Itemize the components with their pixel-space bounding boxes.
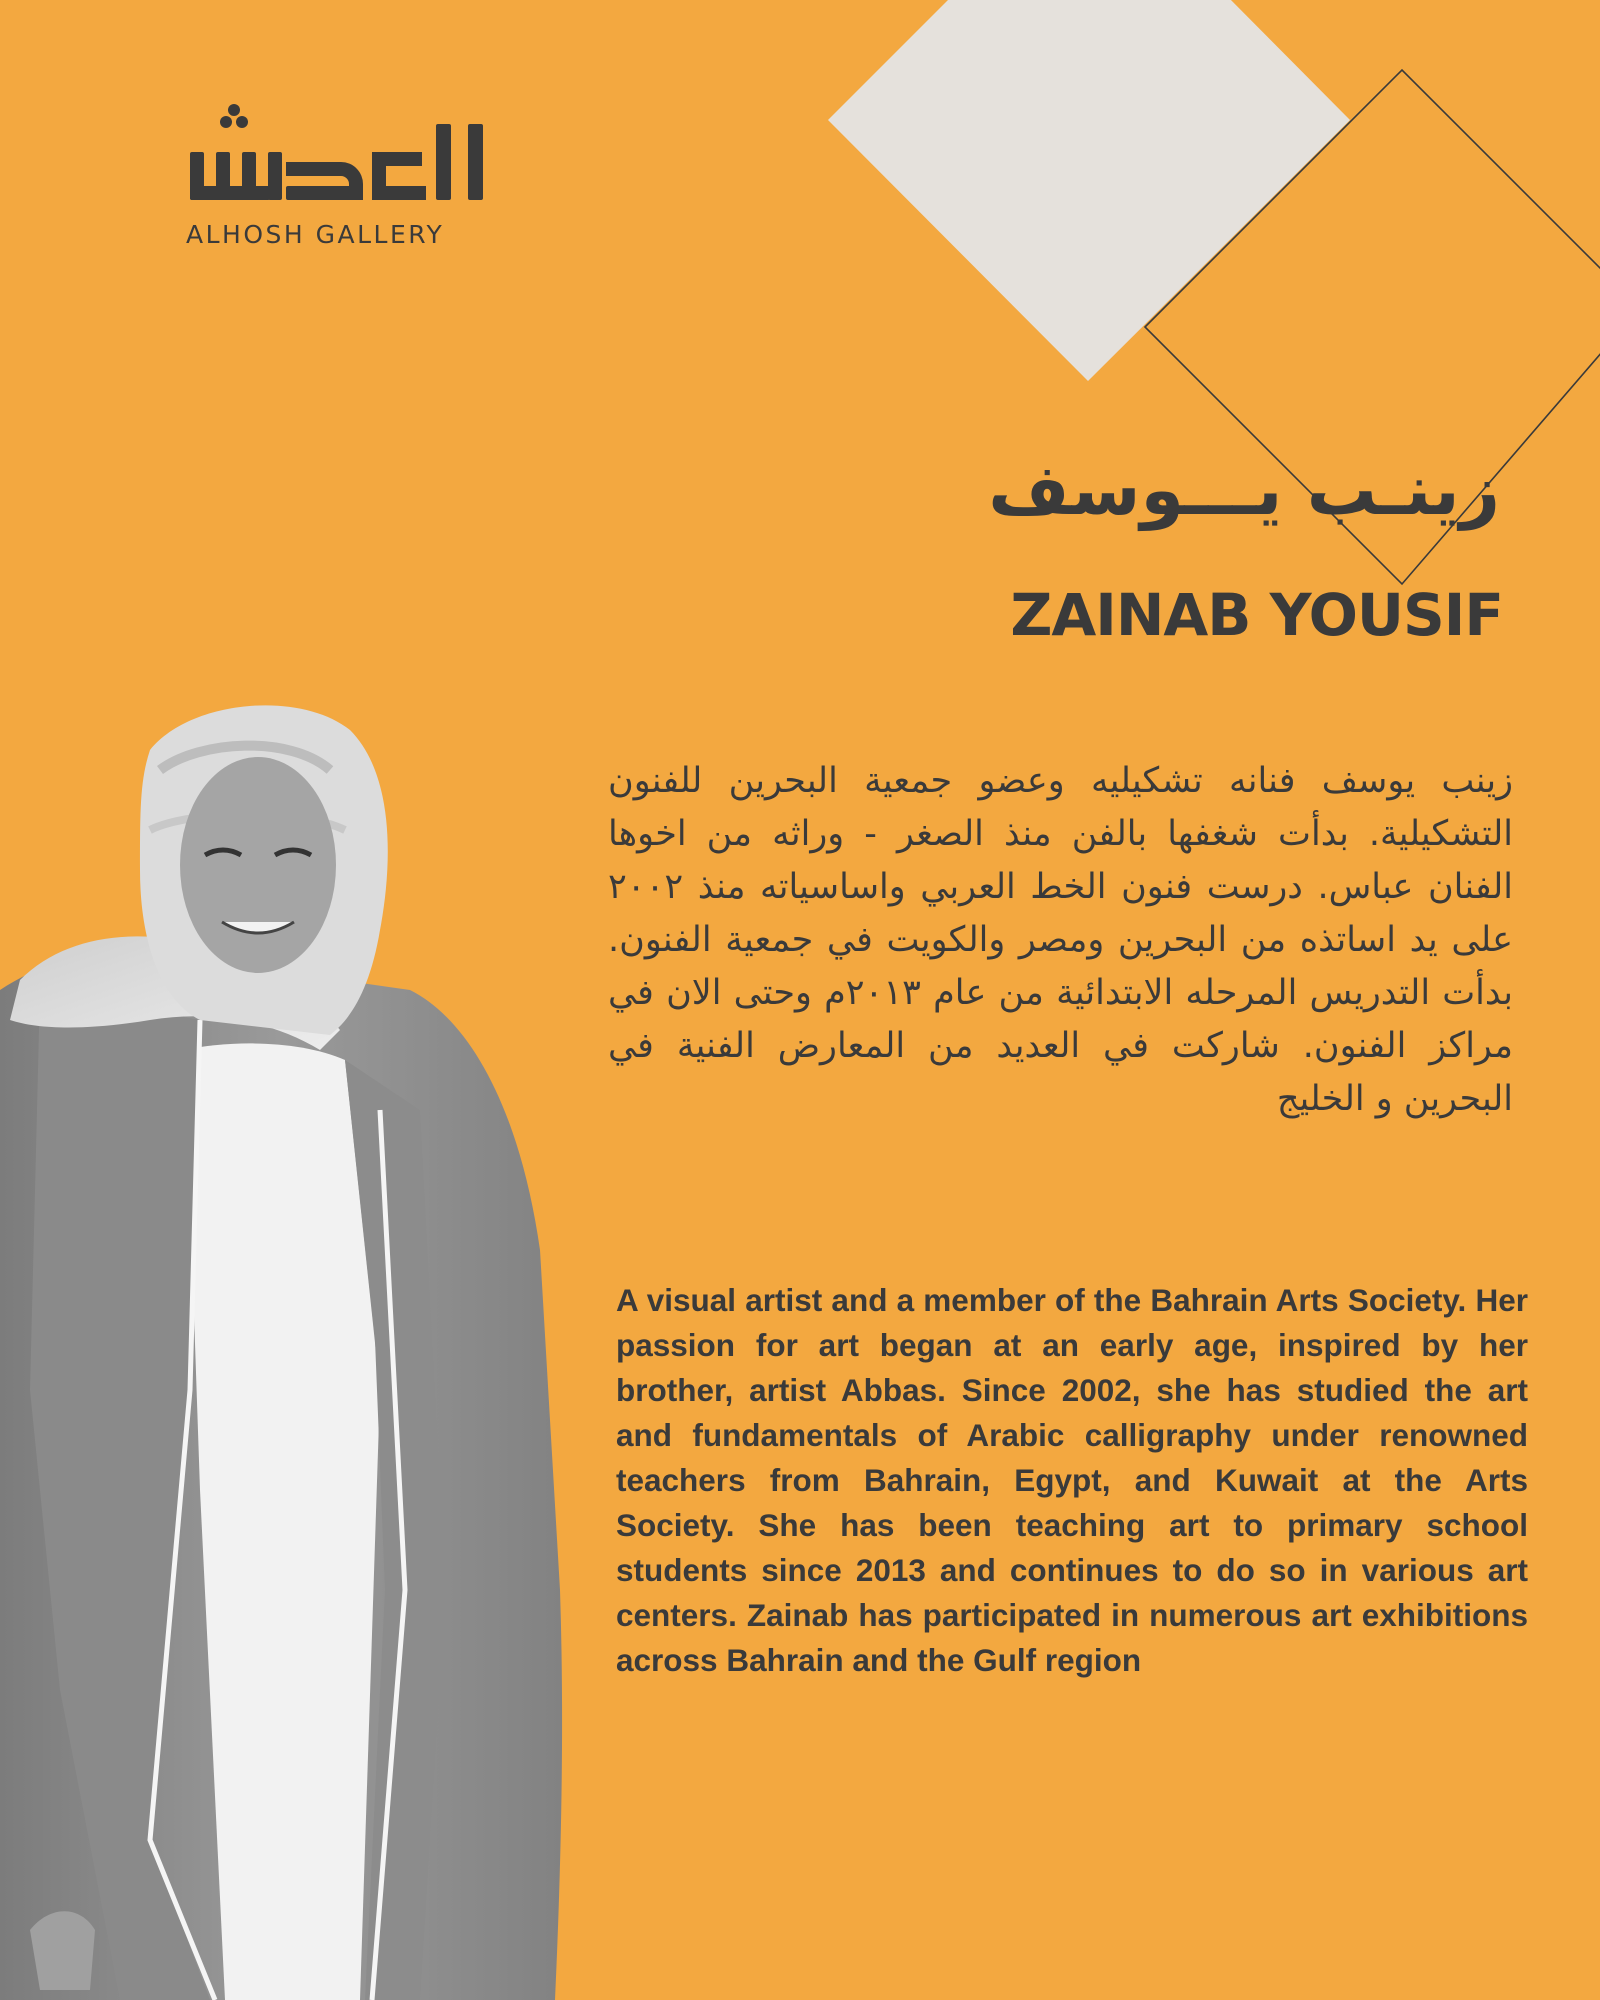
gallery-name-latin: ALHOSH GALLERY: [186, 220, 445, 249]
artist-name-arabic: زينـب يـــوسف: [988, 449, 1500, 531]
filled-diamond: [828, 0, 1350, 381]
artist-portrait-photo: [0, 690, 600, 2000]
bio-english: A visual artist and a member of the Bahrain Arts Society. Her passion for art began at an early age, inspired by her brother, artist Abbas. Since 2002, she has studied the art and fundamentals of Arabic calligraphy under renowned teachers from Bahrain, Egypt, and Kuwait at the Arts Society. She has been teaching art to primary school students since 2013 and continues to do so in various art centers. Zainab has participated in numerous art exhibitions across Bahrain and the Gulf region: [616, 1282, 1528, 1678]
bio-arabic: زينب يوسف فنانه تشكيليه وعضو جمعية البحرين للفنون التشكيلية. بدأت شغفها بالفن منذ الصغر - وراثه من اخوها الفنان عباس. درست فنون الخط العربي واساسياته منذ ٢٠٠٢ على يد اساتذه من البحرين ومصر والكويت في جمعية الفنون. بدأت التدريس المرحله الابتدائية من عام ٢٠١٣م وحتى الان في مراكز الفنون. شاركت في العديد من المعارض الفنية في البحرين و الخليج: [608, 761, 1514, 1119]
artist-name-english: ZAINAB YOUSIF: [1010, 581, 1503, 649]
